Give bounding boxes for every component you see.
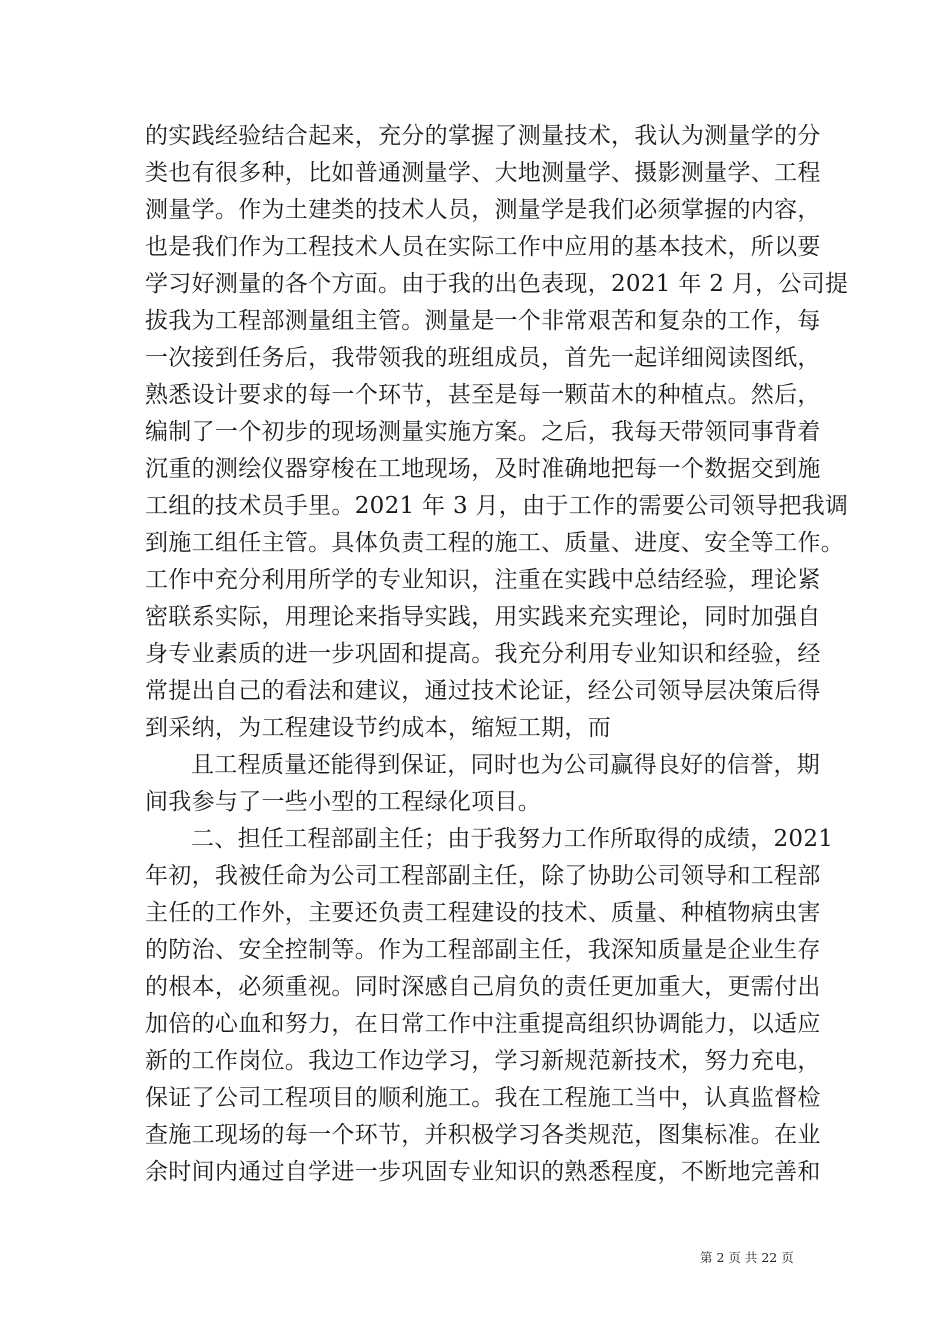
text-line: 类也有很多种，比如普通测量学、大地测量学、摄影测量学、工程 xyxy=(145,160,821,186)
text-line: 间我参与了一些小型的工程绿化项目。 xyxy=(145,789,542,815)
text-line: 的防治、安全控制等。作为工程部副主任，我深知质量是企业生存 xyxy=(145,937,821,963)
text-line: 的根本，必须重视。同时深感自己肩负的责任更加重大，更需付出 xyxy=(145,974,821,1000)
text-line: 编制了一个初步的现场测量实施方案。之后，我每天带领同事背着 xyxy=(145,419,821,445)
text-line: 沉重的测绘仪器穿梭在工地现场，及时准确地把每一个数据交到施 xyxy=(145,456,821,482)
text-line: 余时间内通过自学进一步巩固专业知识的熟悉程度，不断地完善和 xyxy=(145,1159,821,1185)
text-line: 一次接到任务后，我带领我的班组成员，首先一起详细阅读图纸， xyxy=(145,345,821,371)
text-line: 年初，我被任命为公司工程部副主任，除了协助公司领导和工程部 xyxy=(145,863,821,889)
text-line: 学习好测量的各个方面。由于我的出色表现，2021 年 2 月，公司提 xyxy=(145,271,849,297)
text-line: 也是我们作为工程技术人员在实际工作中应用的基本技术，所以要 xyxy=(145,234,821,260)
text-line: 查施工现场的每一个环节，并积极学习各类规范，图集标准。在业 xyxy=(145,1122,821,1148)
body-text xyxy=(145,118,849,1191)
text-line: 工组的技术员手里。2021 年 3 月，由于工作的需要公司领导把我调 xyxy=(145,493,849,519)
text-line: 二、担任工程部副主任；由于我努力工作所取得的成绩，2021 xyxy=(191,826,834,852)
text-line: 密联系实际，用理论来指导实践，用实践来充实理论，同时加强自 xyxy=(145,604,821,630)
text-line: 到施工组任主管。具体负责工程的施工、质量、进度、安全等工作。 xyxy=(145,530,844,556)
text-line: 身专业素质的进一步巩固和提高。我充分利用专业知识和经验，经 xyxy=(145,641,821,667)
text-line: 到采纳，为工程建设节约成本，缩短工期，而 xyxy=(145,715,611,741)
text-line: 拔我为工程部测量组主管。测量是一个非常艰苦和复杂的工作，每 xyxy=(145,308,821,334)
text-line: 且工程质量还能得到保证，同时也为公司赢得良好的信誉，期 xyxy=(191,752,821,778)
text-line: 测量学。作为土建类的技术人员，测量学是我们必须掌握的内容， xyxy=(145,197,821,223)
text-line: 保证了公司工程项目的顺利施工。我在工程施工当中，认真监督检 xyxy=(145,1085,821,1111)
page-number: 第 2 页 共 22 页 xyxy=(700,1250,794,1265)
text-line: 工作中充分利用所学的专业知识，注重在实践中总结经验，理论紧 xyxy=(145,567,821,593)
text-line: 新的工作岗位。我边工作边学习，学习新规范新技术，努力充电， xyxy=(145,1048,821,1074)
text-line: 常提出自己的看法和建议，通过技术论证，经公司领导层决策后得 xyxy=(145,678,821,704)
text-line: 的实践经验结合起来，充分的掌握了测量技术，我认为测量学的分 xyxy=(145,123,821,149)
text-line: 主任的工作外，主要还负责工程建设的技术、质量、种植物病虫害 xyxy=(145,900,821,926)
text-line: 熟悉设计要求的每一个环节，甚至是每一颗苗木的种植点。然后， xyxy=(145,382,821,408)
text-line: 加倍的心血和努力，在日常工作中注重提高组织协调能力，以适应 xyxy=(145,1011,821,1037)
